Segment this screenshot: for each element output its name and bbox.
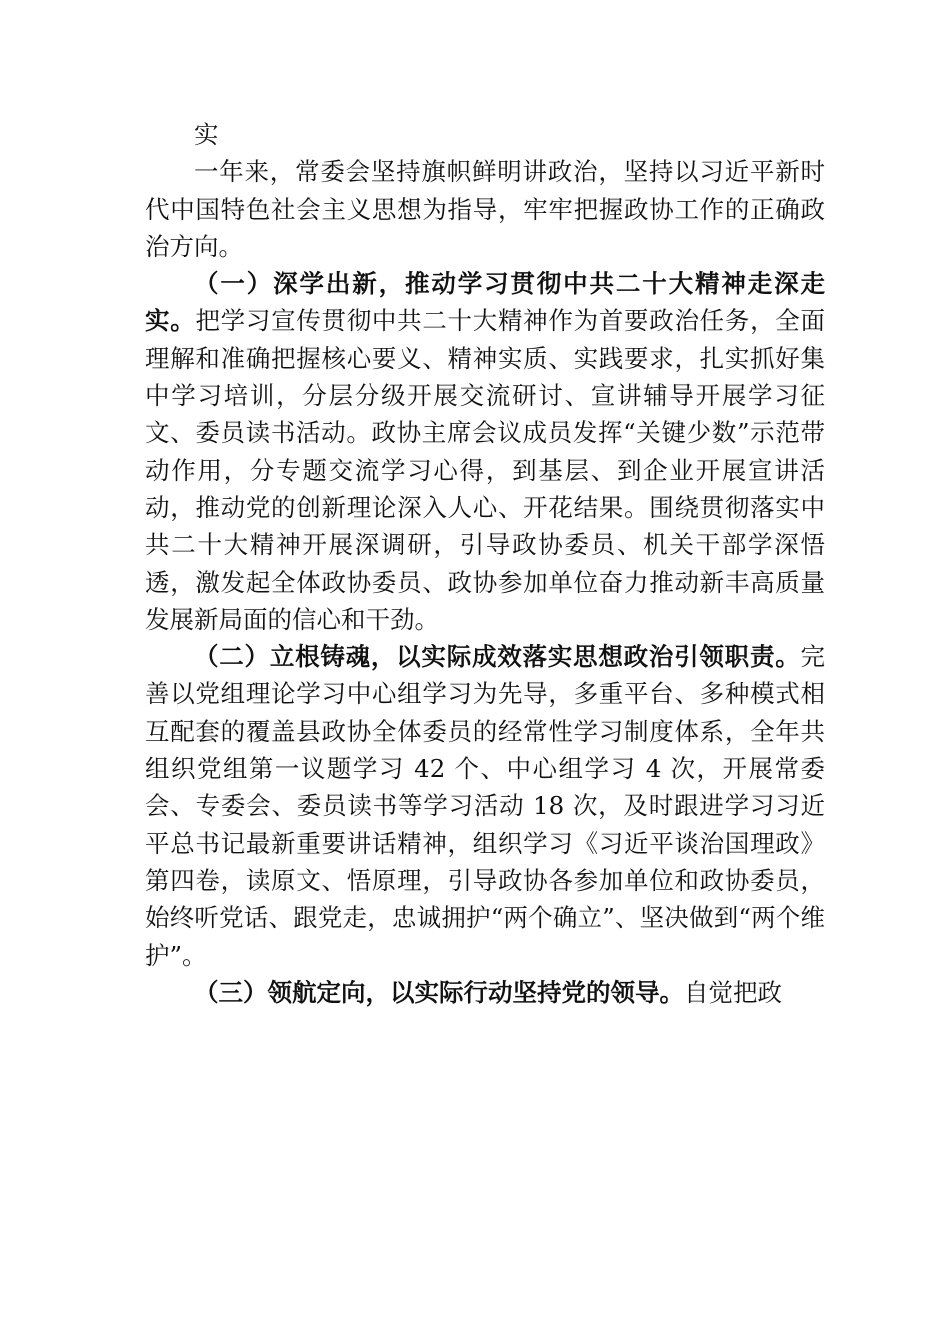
section-2-heading: 立根铸魂，以实际成效落实思想政治引领职责。 bbox=[269, 642, 801, 672]
section-3-body: 自觉把政 bbox=[684, 977, 782, 1007]
continuation-line: 实 bbox=[194, 120, 219, 149]
section-3-paragraph bbox=[145, 974, 825, 1011]
section-2-body: 完善以党组理论学习中心组学习为先导，多重平台、多种模式相互配套的覆盖县政协全体委员的经常性学习制度体系，全年共组织党组第一议题学习 42 个、中心组学习 4 次，开展常委会、专委会、委员读书等学习活动 18 次，及时跟进学习习近平总书记最新重要讲话精神，组织学习《习近平谈治国理政》第四卷，读原文、悟原理，引导政协各参加单位和政协委员，始终听党话、跟党走，忠诚拥护“两个确立”、坚决做到“两个维护”。 bbox=[145, 642, 825, 970]
section-1-number: （一） bbox=[194, 269, 274, 299]
section-3-number: （三） bbox=[194, 977, 268, 1007]
section-3-heading: 领航定向，以实际行动坚持党的领导。 bbox=[267, 977, 684, 1007]
intro-paragraph: 一年来，常委会坚持旗帜鲜明讲政治，坚持以习近平新时代中国特色社会主义思想为指导，牢牢把握政协工作的正确政治方向。 bbox=[145, 157, 825, 261]
section-1-heading: 深学出新，推动学习贯彻中共二十大精神走深走实。 bbox=[145, 269, 825, 336]
section-2-paragraph bbox=[145, 638, 825, 974]
document-page bbox=[145, 116, 825, 1011]
section-1-paragraph bbox=[145, 265, 825, 638]
section-2-number: （二） bbox=[194, 642, 270, 672]
section-1-body: 把学习宣传贯彻中共二十大精神作为首要政治任务，全面理解和准确把握核心要义、精神实质、实践要求，扎实抓好集中学习培训，分层分级开展交流研讨、宣讲辅导开展学习征文、委员读书活动。政协主席会议成员发挥“关键少数”示范带动作用，分专题交流学习心得，到基层、到企业开展宣讲活动，推动党的创新理论深入人心、开花结果。围绕贯彻落实中共二十大精神开展深调研，引导政协委员、机关干部学深悟透，激发起全体政协委员、政协参加单位奋力推动新丰高质量发展新局面的信心和干劲。 bbox=[145, 306, 826, 634]
